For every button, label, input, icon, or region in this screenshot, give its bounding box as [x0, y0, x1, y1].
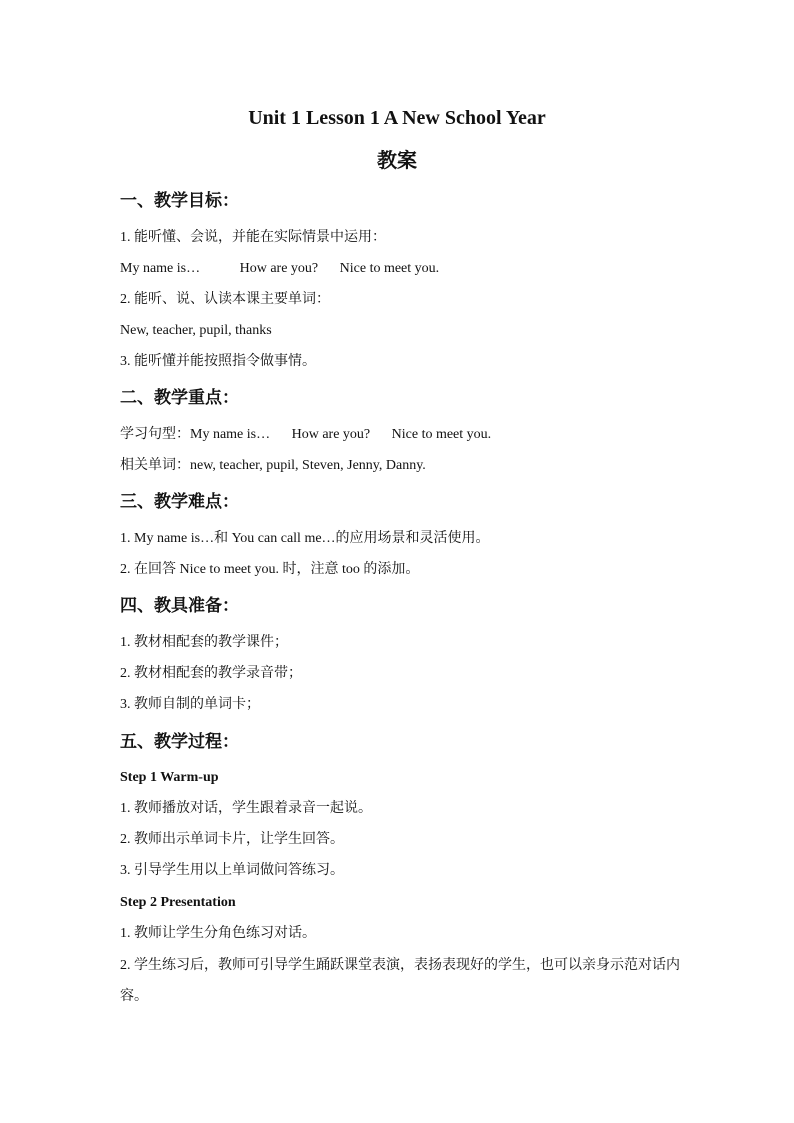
sentence-my-name: My name is… [120, 261, 201, 276]
objectives-item-1: 1. 能听懂、会说，并能在实际情景中运用： [120, 230, 386, 245]
objectives-words: New, teacher, pupil, thanks [120, 323, 272, 338]
materials-item-2: 2. 教材相配套的教学录音带； [120, 666, 302, 681]
step-2-item-1: 1. 教师让学生分角色练习对话。 [120, 926, 316, 941]
key-sentence-how-are-you: How are you? [291, 427, 371, 442]
difficulties-item-2: 2. 在回答 Nice to meet you. 时，注意 too 的添加。 [120, 562, 420, 577]
section-heading-process: 五、教学过程： [120, 732, 239, 752]
step-1-item-1: 1. 教师播放对话，学生跟着录音一起说。 [120, 801, 372, 816]
step-2-item-2: 2. 学生练习后，教师可引导学生踊跃课堂表演，表扬表现好的学生，也可以亲身示范对话内容。 [120, 958, 680, 1004]
key-sentence-my-name: 学习句型：My name is… [120, 427, 271, 442]
objectives-sentences [120, 259, 684, 279]
difficulties-item-1: 1. My name is…和 You can call me…的应用场景和灵活使用。 [120, 531, 490, 546]
step-1-heading: Step 1 Warm-up [120, 770, 219, 785]
sentence-how-are-you: How are you? [239, 261, 319, 276]
step-1-item-2: 2. 教师出示单词卡片，让学生回答。 [120, 832, 344, 847]
materials-item-1: 1. 教材相配套的教学课件； [120, 635, 288, 650]
objectives-item-2: 2. 能听、说、认读本课主要单词： [120, 292, 330, 307]
section-heading-materials: 四、教具准备： [120, 596, 239, 616]
section-heading-key-points: 二、教学重点： [120, 388, 239, 408]
section-heading-objectives: 一、教学目标： [120, 191, 239, 211]
objectives-item-3: 3. 能听懂并能按照指令做事情。 [120, 354, 316, 369]
step-2-heading: Step 2 Presentation [120, 895, 236, 910]
document-subtitle: 教案 [377, 148, 417, 172]
key-points-words: 相关单词：new, teacher, pupil, Steven, Jenny, Danny. [120, 458, 426, 473]
key-sentence-nice-to-meet: Nice to meet you. [391, 427, 492, 442]
step-1-item-3: 3. 引导学生用以上单词做问答练习。 [120, 863, 344, 878]
section-heading-difficulties: 三、教学难点： [120, 492, 239, 512]
materials-item-3: 3. 教师自制的单词卡； [120, 697, 260, 712]
document-title: Unit 1 Lesson 1 A New School Year [248, 107, 546, 129]
sentence-nice-to-meet: Nice to meet you. [339, 261, 440, 276]
key-points-sentences [120, 425, 684, 445]
